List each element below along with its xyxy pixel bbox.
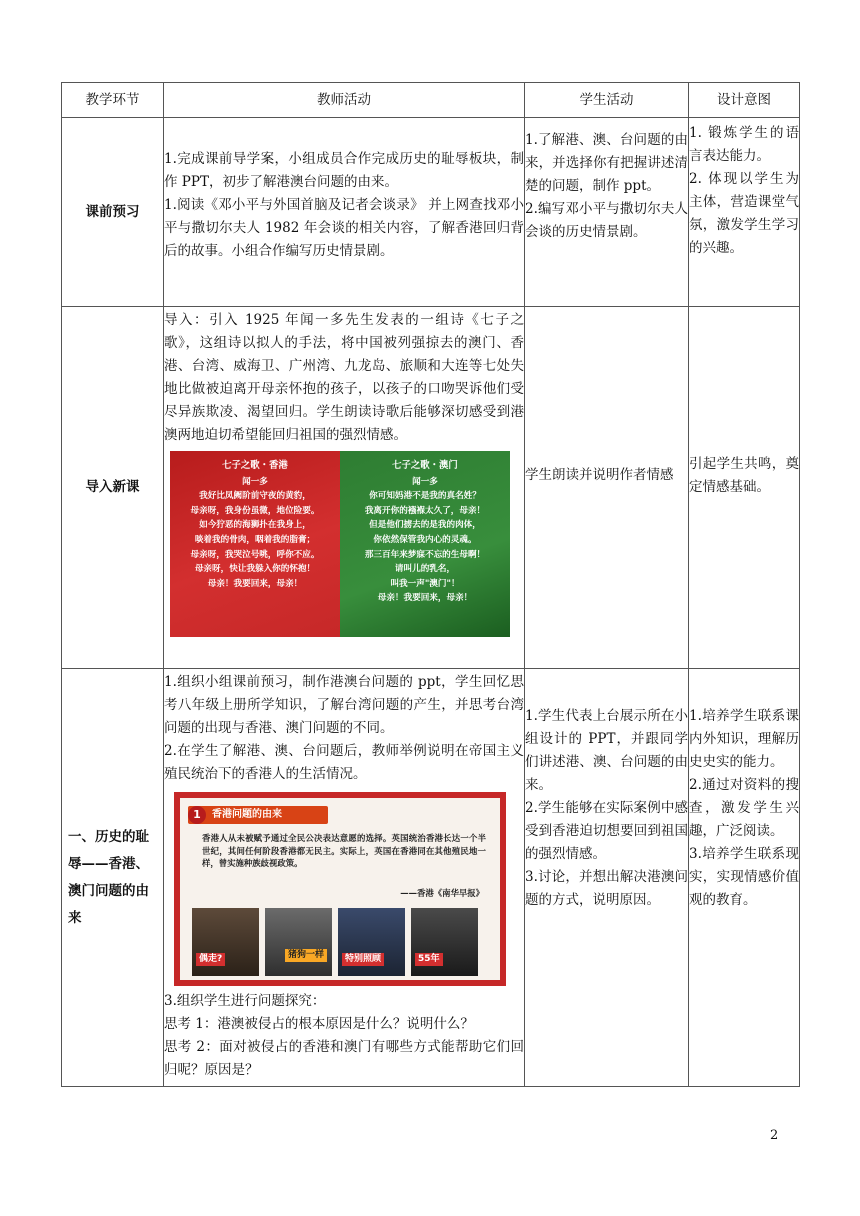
header-teacher: 教师活动: [164, 83, 525, 118]
teacher-cell: [164, 307, 525, 669]
poem-hongkong: [170, 451, 340, 637]
poem-line: 叫我一声"澳门"！: [390, 578, 460, 589]
poem-image: [170, 451, 510, 637]
teacher-text: 思考 2：面对被侵占的香港和澳门有哪些方式能帮助它们回归呢？原因是？: [164, 1039, 524, 1078]
poem-line: 你可知妈港不是我的真名姓？: [369, 491, 481, 502]
teacher-text: 2.在学生了解港、澳、台问题后，教师举例说明在帝国主义殖民统治下的香港人的生活情况。: [164, 743, 524, 782]
banner-heading: [188, 806, 328, 824]
poem-line: 我好比凤阙阶前守夜的黄豹，: [199, 491, 311, 502]
page-number: 2: [770, 1128, 779, 1143]
design-cell: [689, 307, 800, 669]
photo-tag: 猪狗一样: [285, 949, 327, 962]
poem-line: 我离开你的襁褓太久了，母亲！: [364, 505, 486, 516]
design-cell: [689, 118, 800, 307]
student-text: 2.学生能够在实际案例中感受到香港迫切想要回到祖国的强烈情感。: [525, 800, 688, 862]
student-cell: [525, 669, 689, 1087]
photo-tag: 55年: [415, 953, 443, 966]
poem-line: 母亲呀，我身份虽微，地位险要。: [190, 505, 320, 516]
photo-3: [338, 908, 405, 976]
design-text: 2. 体现以学生为主体，营造课堂气氛，激发学生学习的兴趣。: [689, 171, 799, 256]
banner-text: 香港人从未被赋予通过全民公决表达意愿的选择。英国统治香港长达一个半世纪，其间任何阶段香港都无民主。实际上，英国在香港同在其他殖民地一样，曾实施种族歧视政策。: [202, 833, 486, 869]
student-text: 3.讨论，并想出解决港澳问题的方式，说明原因。: [525, 869, 688, 908]
photo-tag: 偶走?: [196, 953, 225, 966]
design-cell: [689, 669, 800, 1087]
poem-author: 闻一多: [412, 476, 438, 487]
poem-macau: [340, 451, 510, 637]
student-cell: [525, 307, 689, 669]
poem-title: 七子之歌・香港: [222, 460, 288, 471]
poem-line: 如今狞恶的海狮扑在我身上，: [199, 520, 311, 531]
table-row: [62, 307, 800, 669]
photo-4: [411, 908, 478, 976]
stage-cell: 一、历史的耻辱——香港、澳门问题的由来: [62, 669, 164, 1087]
student-text: 2.编写邓小平与撒切尔夫人会谈的历史情景剧。: [525, 201, 688, 240]
design-text: 2.通过对资料的搜查，激发学生兴趣，广泛阅读。: [689, 777, 799, 839]
poem-line: 母亲！我要回来，母亲！: [207, 578, 303, 589]
banner-heading-text: 香港问题的由来: [212, 809, 282, 820]
design-text: 引起学生共鸣，奠定情感基础。: [689, 455, 799, 495]
teacher-text: 1.组织小组课前预习，制作港澳台问题的 ppt，学生回忆思考八年级上册所学知识，了解台湾问题的产生，并思考台湾问题的出现与香港、澳门问题的不同。: [164, 674, 524, 736]
header-design: 设计意图: [689, 83, 800, 118]
teacher-text: 思考 1：港澳被侵占的根本原因是什么？说明什么？: [164, 1016, 474, 1032]
student-text: 1.学生代表上台展示所在小组设计的 PPT，并跟同学们讲述港、澳、台问题的由来。: [525, 708, 688, 793]
poem-author: 闻一多: [242, 476, 268, 487]
poem-line: 母亲呀，我哭泣号咷，呼你不应。: [190, 549, 320, 560]
poem-line: 母亲呀，快让我躲入你的怀抱！: [194, 564, 316, 575]
design-text: 1.培养学生联系课内外知识，理解历史史实的能力。: [689, 708, 799, 770]
banner-number: 1: [188, 806, 206, 824]
poem-title: 七子之歌・澳门: [392, 460, 458, 471]
photo-2: [265, 908, 332, 976]
banner-photos: [192, 908, 478, 976]
teacher-text: 3.组织学生进行问题探究：: [164, 993, 326, 1009]
student-cell: [525, 118, 689, 307]
header-student: 学生活动: [525, 83, 689, 118]
teacher-cell: [164, 669, 525, 1087]
table-row: [62, 669, 800, 1087]
stage-cell: 导入新课: [62, 307, 164, 669]
student-text: 学生朗读并说明作者情感: [525, 466, 674, 483]
table-row: [62, 118, 800, 307]
poem-line: 那三百年来梦寐不忘的生母啊！: [364, 549, 486, 560]
header-row: [62, 83, 800, 118]
poem-line: 啖着我的骨肉，咽着我的脂膏；: [194, 534, 316, 545]
teacher-text: 1.完成课前导学案，小组成员合作完成历史的耻辱板块，制作 PPT，初步了解港澳台问题的由来。: [164, 151, 524, 190]
poem-line: 请叫儿的乳名，: [394, 564, 456, 575]
poem-line: 但是他们掳去的是我的肉体，: [369, 520, 481, 531]
photo-1: [192, 908, 259, 976]
design-text: 3.培养学生联系现实，实现情感价值观的教育。: [689, 846, 799, 908]
photo-tag: 特别照顾: [342, 953, 384, 966]
teacher-text: 1.阅读《邓小平与外国首脑及记者会谈录》 并上网查找邓小平与撒切尔夫人 1982 年会谈的相关内容，了解香港回归背后的故事。小组合作编写历史情景剧。: [164, 197, 524, 259]
poem-line: 母亲！我要回来，母亲！: [377, 593, 473, 604]
student-text: 1.了解港、澳、台问题的由来，并选择你有把握讲述清楚的问题，制作 ppt。: [525, 132, 688, 194]
teacher-text: 导入：引入 1925 年闻一多先生发表的一组诗《七子之歌》，这组诗以拟人的手法，将中国被列强掠去的澳门、香港、台湾、威海卫、广州湾、九龙岛、旅顺和大连等七处失地比做被迫离开母亲怀抱的孩子，以孩子的口吻哭诉他们受尽异族欺凌、渴望回归。学生朗读诗歌后能够深切感受到港澳两地迫切希望能回归祖国的强烈情感。: [164, 312, 524, 443]
hongkong-origin-image: [174, 792, 506, 986]
design-text: 1. 锻炼学生的语言表达能力。: [689, 125, 799, 164]
poem-line: 你依然保管我内心的灵魂。: [373, 534, 477, 545]
banner-source: ——香港《南华早报》: [400, 888, 484, 898]
stage-cell: 课前预习: [62, 118, 164, 307]
lesson-plan-table: [61, 82, 800, 1087]
teacher-cell: [164, 118, 525, 307]
header-stage: 教学环节: [62, 83, 164, 118]
